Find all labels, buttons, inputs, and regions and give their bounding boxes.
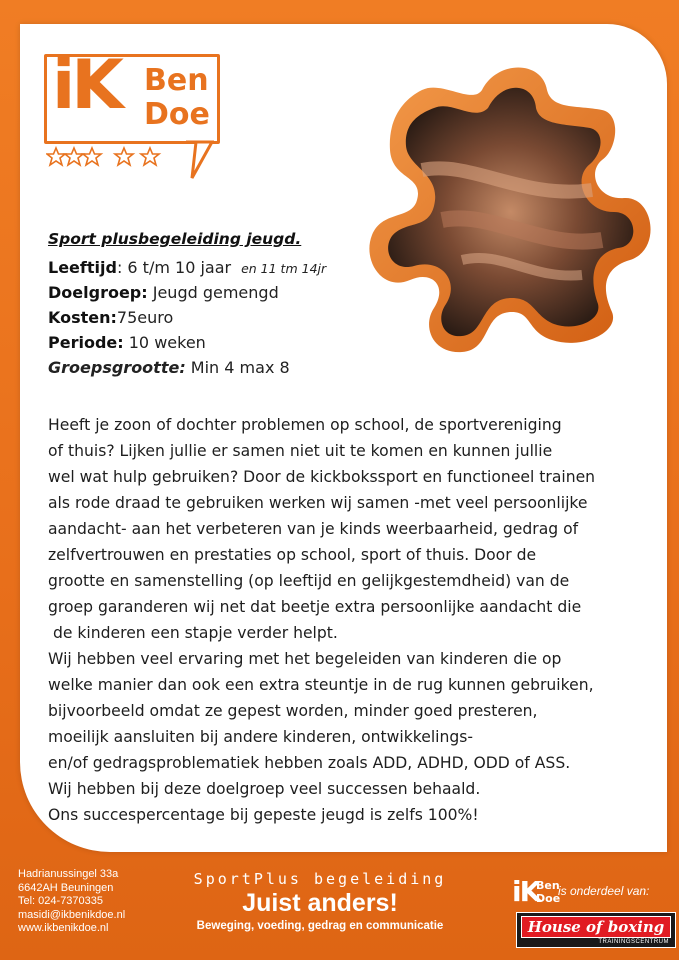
course-title: Sport plusbegeleiding jeugd. — [48, 230, 302, 248]
tagline-sportplus: SportPlus begeleiding — [193, 870, 447, 888]
body-line: wel wat hulp gebruiken? Door de kickbokssport en functioneel trainen — [48, 468, 596, 486]
description-text — [48, 412, 648, 828]
puzzle-hands-image — [362, 50, 662, 360]
period-value: 10 weken — [123, 333, 206, 352]
stars-icon — [46, 146, 166, 168]
part-of-text: is onderdeel van: — [558, 884, 650, 898]
mini-logo-ik: iK — [512, 875, 540, 908]
cost-label: Kosten: — [48, 308, 117, 327]
house-of-boxing-logo — [516, 912, 676, 948]
body-line: Heeft je zoon of dochter problemen op school, de sportvereniging — [48, 416, 562, 434]
tagline-juist-anders: Juist anders! — [242, 889, 398, 917]
mini-logo-doe: Doe — [536, 892, 561, 905]
cost-value: 75euro — [116, 308, 174, 327]
age-label: Leeftijd — [48, 258, 117, 277]
address-email[interactable]: masidi@ikbenikdoe.nl — [18, 908, 126, 921]
body-line: welke manier dan ook een extra steuntje in de rug kunnen gebruiken, — [48, 676, 594, 694]
age-note: en 11 tm 14jr — [241, 261, 327, 276]
footer-address — [18, 868, 125, 936]
age-value: : 6 t/m 10 jaar — [116, 258, 232, 277]
mini-logo-ben: Ben — [536, 879, 560, 892]
body-line: en/of gedragsproblematiek hebben zoals ADD, ADHD, ODD of ASS. — [48, 754, 571, 772]
hob-red-band — [521, 916, 671, 938]
hob-name: House of boxing — [527, 918, 665, 936]
body-line: groep garanderen wij net dat beetje extra persoonlijke aandacht die — [48, 598, 582, 616]
logo-ben-text: Ben — [144, 63, 209, 98]
target-value: Jeugd gemengd — [147, 283, 279, 302]
age-row — [48, 258, 326, 277]
target-label: Doelgroep: — [48, 283, 148, 302]
logo-ik-text: iK — [52, 46, 121, 125]
tagline-topics: Beweging, voeding, gedrag en communicatie — [196, 920, 444, 932]
address-city: 6642AH Beuningen — [18, 881, 114, 894]
logo-doe-text: Doe — [144, 97, 210, 132]
body-line: zelfvertrouwen en prestaties op school, sport of thuis. Door de — [48, 546, 537, 564]
footer-tagline — [160, 870, 480, 932]
body-line: of thuis? Lijken jullie er samen niet uit te komen en kunnen jullie — [48, 442, 553, 460]
body-line: bijvoorbeeld omdat ze gepest worden, minder goed presteren, — [48, 702, 538, 720]
body-line: Wij hebben veel ervaring met het begeleiden van kinderen die op — [48, 650, 562, 668]
group-label: Groepsgrootte: — [48, 358, 186, 377]
body-line: de kinderen een stapje verder helpt. — [48, 624, 338, 642]
body-line: moeilijk aansluiten bij andere kinderen, ontwikkelings- — [48, 728, 474, 746]
hob-sub: TRAININGSCENTRUM — [598, 939, 669, 945]
group-value: Min 4 max 8 — [185, 358, 290, 377]
body-line: Ons succespercentage bij gepeste jeugd is zelfs 100%! — [48, 806, 479, 824]
speech-tail-icon — [184, 140, 214, 180]
period-label: Periode: — [48, 333, 124, 352]
target-row — [48, 283, 279, 302]
partner-block — [508, 875, 678, 958]
group-row — [48, 358, 290, 377]
address-phone: Tel: 024-7370335 — [18, 895, 104, 908]
body-line: aandacht- aan het verbeteren van je kinds weerbaarheid, gedrag of — [48, 520, 579, 538]
period-row — [48, 333, 206, 352]
ikbendoe-logo — [44, 46, 224, 186]
body-line: grootte en samenstelling (op leeftijd en gelijkgestemdheid) van de — [48, 572, 570, 590]
body-line: Wij hebben bij deze doelgroep veel successen behaald. — [48, 780, 481, 798]
cost-row — [48, 308, 173, 327]
address-website[interactable]: www.ikbenikdoe.nl — [18, 922, 109, 935]
address-street: Hadrianussingel 33a — [18, 868, 119, 880]
body-line: als rode draad te gebruiken werken wij samen -met veel persoonlijke — [48, 494, 588, 512]
